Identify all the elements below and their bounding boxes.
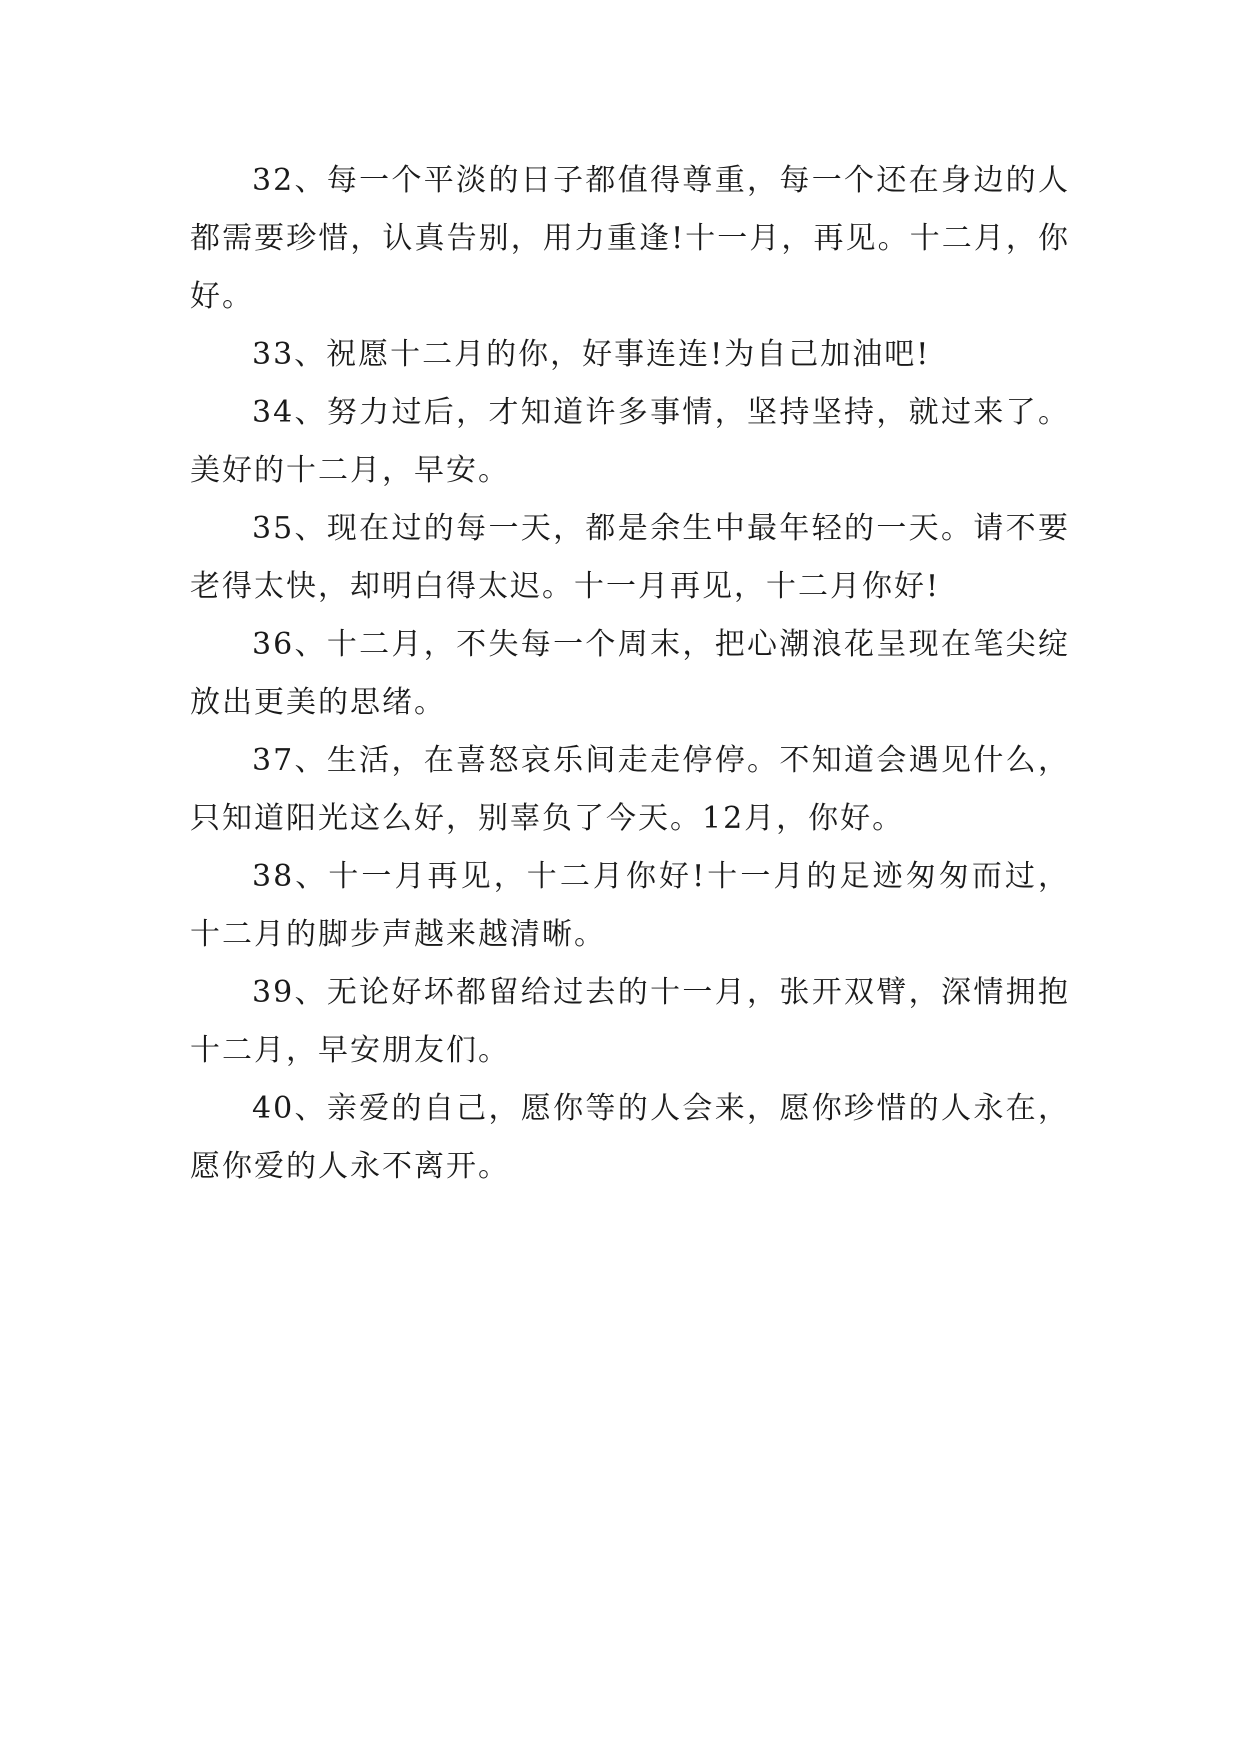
paragraph-32: 32、每一个平淡的日子都值得尊重，每一个还在身边的人都需要珍惜，认真告别，用力重逢!十一月，再见。十二月，你好。 — [190, 163, 1070, 314]
paragraph-37: 37、生活，在喜怒哀乐间走走停停。不知道会遇见什么，只知道阳光这么好，别辜负了今天。12月，你好。 — [190, 743, 1070, 836]
paragraph-38: 38、十一月再见，十二月你好!十一月的足迹匆匆而过，十二月的脚步声越来越清晰。 — [190, 859, 1070, 952]
paragraph-34: 34、努力过后，才知道许多事情，坚持坚持，就过来了。美好的十二月，早安。 — [190, 395, 1070, 488]
paragraph-33: 33、祝愿十二月的你，好事连连!为自己加油吧! — [252, 337, 931, 372]
paragraph-35: 35、现在过的每一天，都是余生中最年轻的一天。请不要老得太快，却明白得太迟。十一月再见，十二月你好! — [190, 511, 1070, 604]
paragraph-40: 40、亲爱的自己，愿你等的人会来，愿你珍惜的人永在，愿你爱的人永不离开。 — [190, 1091, 1070, 1184]
paragraph-36: 36、十二月，不失每一个周末，把心潮浪花呈现在笔尖绽放出更美的思绪。 — [190, 627, 1070, 720]
document-body — [190, 152, 1070, 1196]
paragraph-39: 39、无论好坏都留给过去的十一月，张开双臂，深情拥抱十二月，早安朋友们。 — [190, 975, 1070, 1068]
